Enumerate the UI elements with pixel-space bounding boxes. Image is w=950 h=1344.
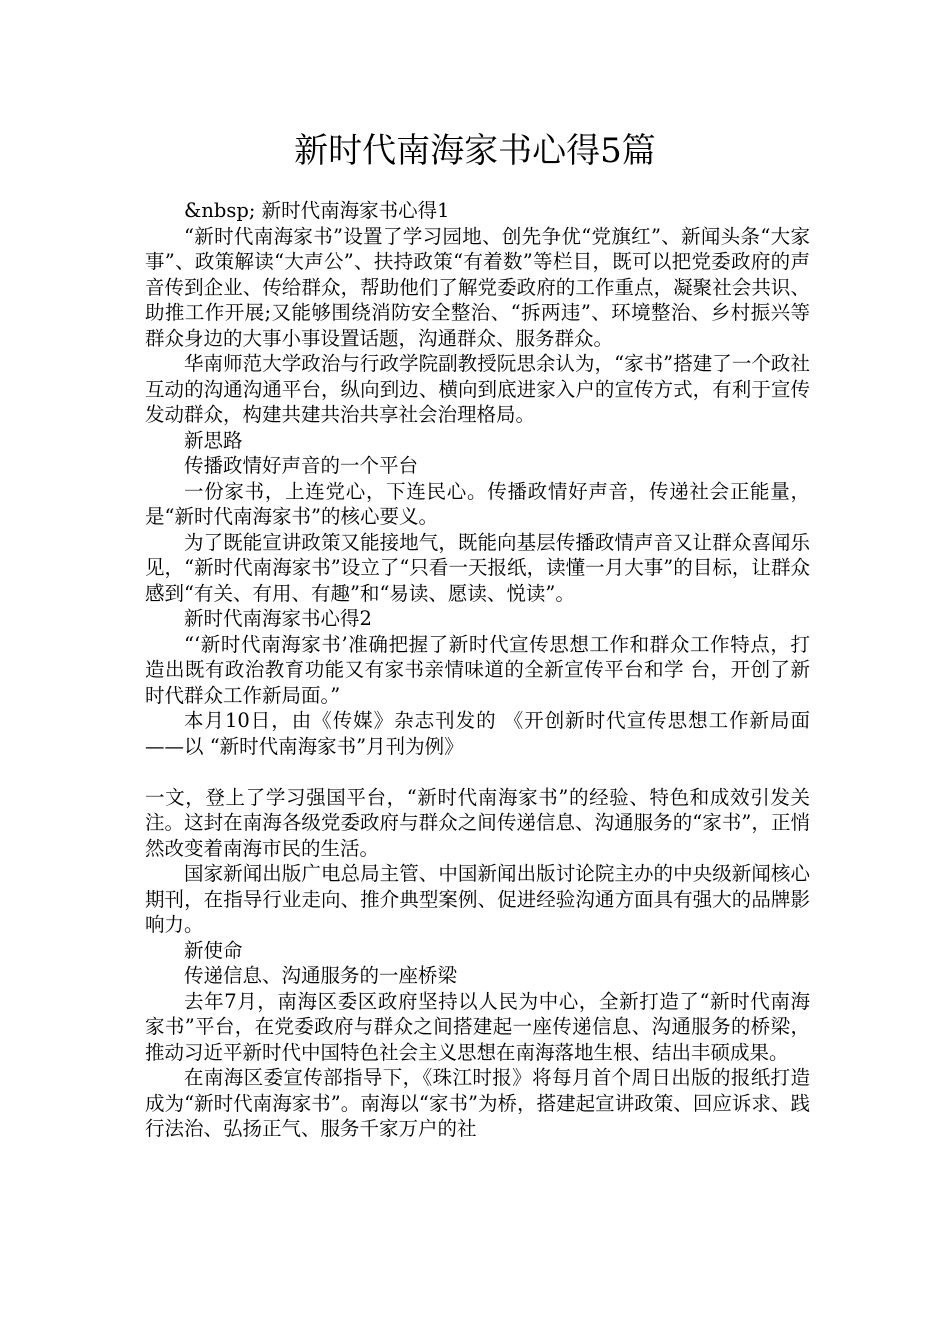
body-paragraph: 华南师范大学政治与行政学院副教授阮思余认为，“家书”搭建了一个政社互动的沟通沟通平台，纵向到边、横向到底进家入户的宣传方式，有利于宣传发动群众，构建共建共治共享社会治理格局。 (145, 352, 810, 426)
body-paragraph: 本月10日，由《传媒》杂志刊发的 《开创新时代宣传思想工作新局面——以 “新时代南海家书”月刊为例》 (145, 709, 810, 758)
body-paragraph: 一份家书，上连党心，下连民心。传播政情好声音，传递社会正能量，是“新时代南海家书”的核心要义。 (145, 479, 810, 528)
subheading: 新使命 (184, 938, 243, 962)
body-paragraph: 为了既能宣讲政策又能接地气，既能向基层传播政情声音又让群众喜闻乐见，“新时代南海家书”设立了“只看一天报纸，读懂一月大事”的目标，让群众感到“有关、有用、有趣”和“易读、愿读、悦读”。 (145, 530, 810, 605)
body-paragraph: “新时代南海家书”设置了学习园地、创先争优“党旗红”、新闻头条“大家事”、政策解读“大声公”、扶持政策“有着数”等栏目，既可以把党委政府的声音传到企业、传给群众，帮助他们了解党委政府的工作重点，凝聚社会共识、助推工作开展;又能够围绕消防安全整治、“拆两违”、环境整治、乡村振兴等群众身边的大事小事设置话题，沟通群众、服务群众。 (145, 224, 810, 350)
section-heading: &nbsp; 新时代南海家书心得1 (184, 199, 450, 222)
section-heading: 新时代南海家书心得2 (184, 607, 372, 630)
body-paragraph: 在南海区委宣传部指导下，《珠江时报》将每月首个周日出版的报纸打造成为“新时代南海家书”。南海以“家书”为桥，搭建起宣讲政策、回应诉求、践行法治、弘扬正气、服务千家万户的社 (145, 1066, 810, 1140)
body-paragraph: 国家新闻出版广电总局主管、中国新闻出版讨论院主办的中央级新闻核心期刊，在指导行业走向、推介典型案例、促进经验沟通方面具有强大的品牌影响力。 (145, 862, 810, 936)
subheading: 传播政情好声音的一个平台 (184, 454, 419, 477)
subheading: 传递信息、沟通服务的一座桥梁 (184, 964, 458, 987)
body-paragraph: 一文，登上了学习强国平台，“新时代南海家书”的经验、特色和成效引发关注。这封在南海各级党委政府与群众之间传递信息、沟通服务的“家书”，正悄然改变着南海市民的生活。 (145, 785, 810, 860)
document-body (145, 198, 810, 1142)
subheading: 新思路 (184, 428, 243, 452)
body-paragraph: “‘新时代南海家书’准确把握了新时代宣传思想工作和群众工作特点，打造出既有政治教育功能又有家书亲情味道的全新宣传平台和学 台，开创了新时代群众工作新局面。” (145, 632, 810, 707)
blank-line (145, 759, 810, 785)
body-paragraph: 去年7月，南海区委区政府坚持以人民为中心，全新打造了“新时代南海家书”平台，在党委政府与群众之间搭建起一座传递信息、沟通服务的桥梁，推动习近平新时代中国特色社会主义思想在南海落地生根、结出丰硕成果。 (145, 989, 810, 1064)
document-title: 新时代南海家书心得5篇 (294, 131, 656, 171)
